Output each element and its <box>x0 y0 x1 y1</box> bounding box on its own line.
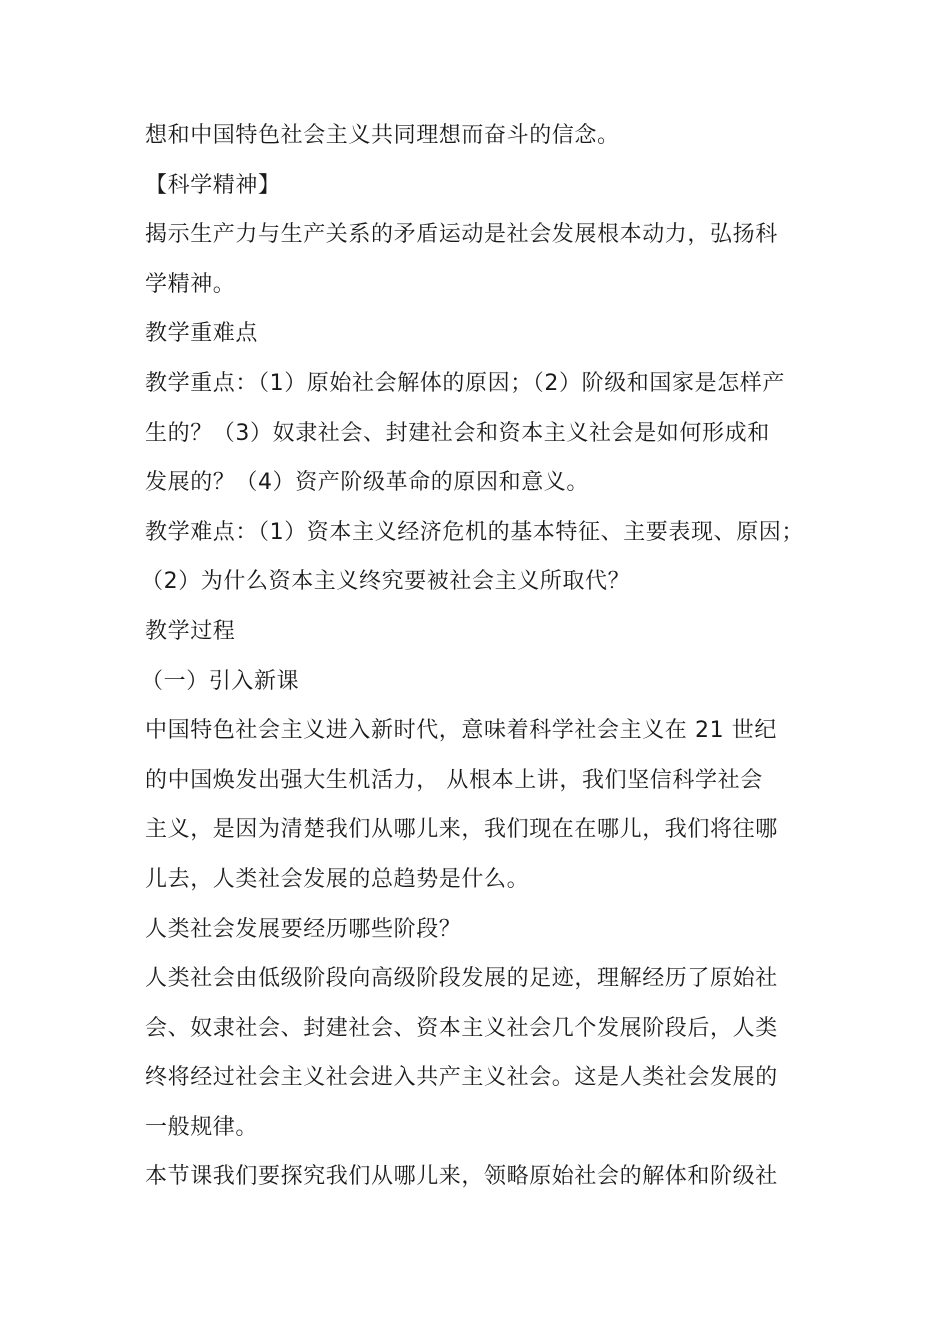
text-line-productivity: 揭示生产力与生产关系的矛盾运动是社会发展根本动力，弘扬科 <box>145 222 778 248</box>
text-line-scientific-spirit-end: 学精神。 <box>145 271 236 297</box>
text-line-difficult-points-2: （2）为什么资本主义终究要被社会主义所取代？ <box>141 569 631 595</box>
heading-teaching-process: 教学过程 <box>145 618 236 644</box>
text-line-key-points-2: 生的？（3）奴隶社会、封建社会和资本主义社会是如何形成和 <box>145 420 770 446</box>
text-line-new-era-2: 的中国焕发出强大生机活力， 从根本上讲，我们坚信科学社会 <box>145 767 763 793</box>
heading-key-difficult-points: 教学重难点 <box>145 321 259 347</box>
document-body <box>141 111 815 1202</box>
section-heading-scientific-spirit: 【科学精神】 <box>145 172 281 198</box>
text-line-difficult-points-1: 教学难点：（1）资本主义经济危机的基本特征、主要表现、原因； <box>145 519 804 545</box>
text-line-this-lesson: 本节课我们要探究我们从哪儿来，领略原始社会的解体和阶级社 <box>145 1164 778 1190</box>
text-line-question-stages: 人类社会发展要经历哪些阶段？ <box>145 916 462 942</box>
text-line-ideal-belief: 想和中国特色社会主义共同理想而奋斗的信念。 <box>145 123 620 148</box>
text-line-new-era-1: 中国特色社会主义进入新时代，意味着科学社会主义在 21 世纪 <box>145 718 777 744</box>
text-line-stages-1: 人类社会由低级阶段向高级阶段发展的足迹，理解经历了原始社 <box>145 966 778 992</box>
text-line-stages-2: 会、奴隶社会、封建社会、资本主义社会几个发展阶段后，人类 <box>145 1015 778 1041</box>
text-line-key-points-1: 教学重点：（1）原始社会解体的原因；（2）阶级和国家是怎样产 <box>145 370 785 396</box>
text-line-stages-4: 一般规律。 <box>145 1114 259 1140</box>
text-line-stages-3: 终将经过社会主义社会进入共产主义社会。这是人类社会发展的 <box>145 1065 778 1091</box>
text-line-new-era-4: 儿去，人类社会发展的总趋势是什么。 <box>145 866 530 892</box>
subheading-introduce-lesson: （一）引入新课 <box>141 668 300 694</box>
text-line-key-points-3: 发展的？（4）资产阶级革命的原因和意义。 <box>145 470 589 496</box>
text-line-new-era-3: 主义，是因为清楚我们从哪儿来，我们现在在哪儿，我们将往哪 <box>145 817 778 843</box>
